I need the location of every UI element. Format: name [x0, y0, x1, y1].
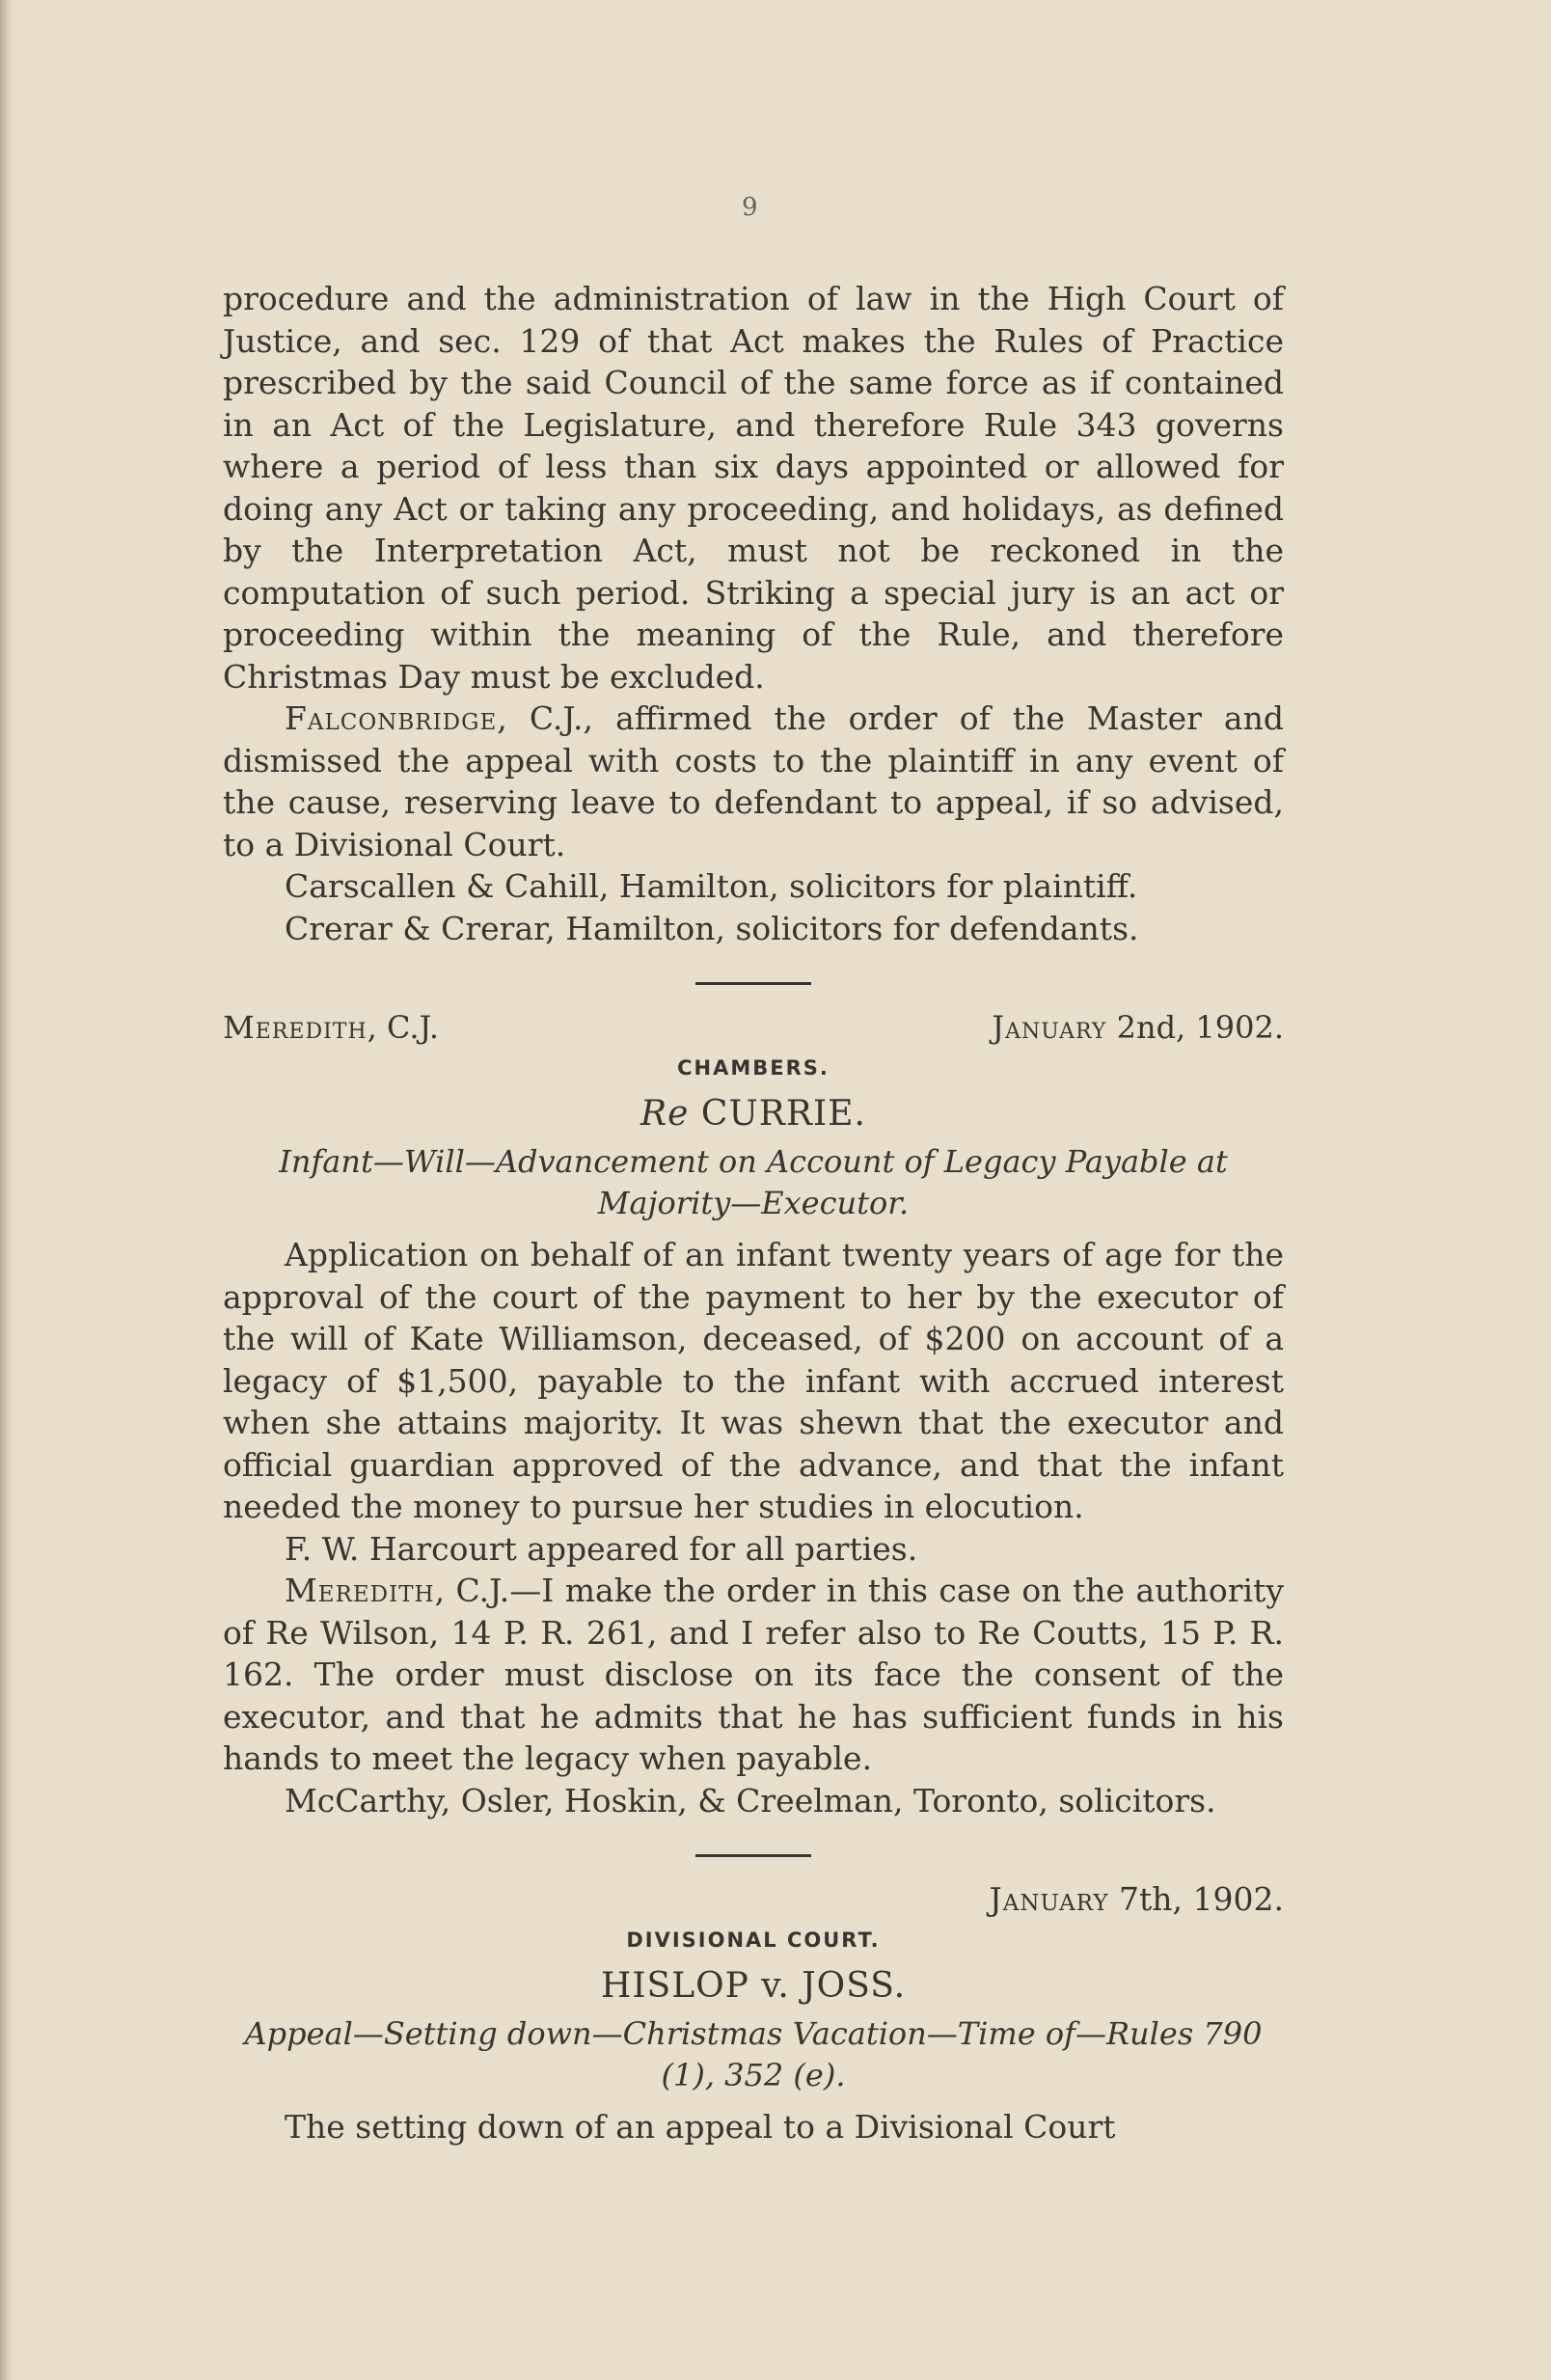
- page-number: 9: [742, 193, 758, 222]
- case-1-headnote: Infant—Will—Advancement on Account of Legacy Payable at Majority—Executor.: [279, 1143, 1228, 1221]
- case-2-court: DIVISIONAL COURT.: [626, 1928, 881, 1952]
- case-1-judge: Meredith, C.J.: [223, 1009, 440, 1046]
- case-2-date: January 7th, 1902.: [989, 1880, 1284, 1918]
- judge-name: Falconbridge: [285, 699, 498, 737]
- case-1-header: [223, 1006, 1284, 1049]
- paragraph-1: procedure and the administration of law in the High Court of Justice, and sec. 129 of that Act makes the Rules of Practice prescribed by the said Council of the same force as if contained in an Act of the Legislature, and therefore Rule 343 governs where a period of less than six days appointed or allowed for doing any Act or taking any proceeding, and holidays, as defined by the Interpretation Act, must not be reckoned in the computation of such period. Striking a special jury is an act or proceeding within the meaning of the Rule, and therefore Christmas Day must be excluded.: [223, 280, 1284, 696]
- case-1-paragraph-1: Application on behalf of an infant twenty years of age for the approval of the court of the payment to her by the executor of the will of Kate Williamson, deceased, of $200 on account of a legacy of $1,500, payable to the infant with accrued interest when she attains majority. It was shewn that the executor and official guardian approved of the advance, and that the infant needed the money to pursue her studies in elocution.: [223, 1236, 1284, 1525]
- counsel-line-1: Carscallen & Cahill, Hamilton, solicitors for plaintiff.: [285, 867, 1138, 905]
- body-text: [223, 278, 1284, 2147]
- counsel-line-2: Crerar & Crerar, Hamilton, solicitors for defendants.: [285, 909, 1139, 947]
- section-divider-1: [695, 982, 811, 985]
- case-1-paragraph-3: Meredith, C.J.—I make the order in this case on the authority of Re Wilson, 14 P. R. 261, and I refer also to Re Coutts, 15 P. R. 162. The order must disclose on its face the consent of the executor, and that he admits that he has sufficient funds in his hands to meet the legacy when payable.: [223, 1572, 1284, 1777]
- section-divider-2: [695, 1854, 811, 1857]
- case-2-headnote: Appeal—Setting down—Christmas Vacation—Time of—Rules 790 (1), 352 (e).: [244, 2014, 1263, 2093]
- case-2-title: HISLOP v. JOSS.: [600, 1965, 907, 2006]
- case-2-paragraph-1: The setting down of an appeal to a Divisional Court: [285, 2107, 1116, 2146]
- case-1-solicitors: McCarthy, Osler, Hoskin, & Creelman, Toronto, solicitors.: [285, 1781, 1216, 1819]
- case-1-paragraph-2: F. W. Harcourt appeared for all parties.: [285, 1529, 918, 1568]
- paragraph-2: [223, 698, 1284, 865]
- paragraph-2-text: , C.J., affirmed the order of the Master and dismissed the appeal with costs to the plaintiff in any event of the cause, reserving leave to defendant to appeal, if so advised, to a Divisional Court.: [223, 699, 1284, 863]
- case-1-title: Re CURRIE.: [640, 1094, 866, 1134]
- case-1-court: CHAMBERS.: [677, 1056, 830, 1080]
- case-1-date: January 2nd, 1902.: [992, 1009, 1284, 1046]
- page-edge: [0, 0, 14, 2380]
